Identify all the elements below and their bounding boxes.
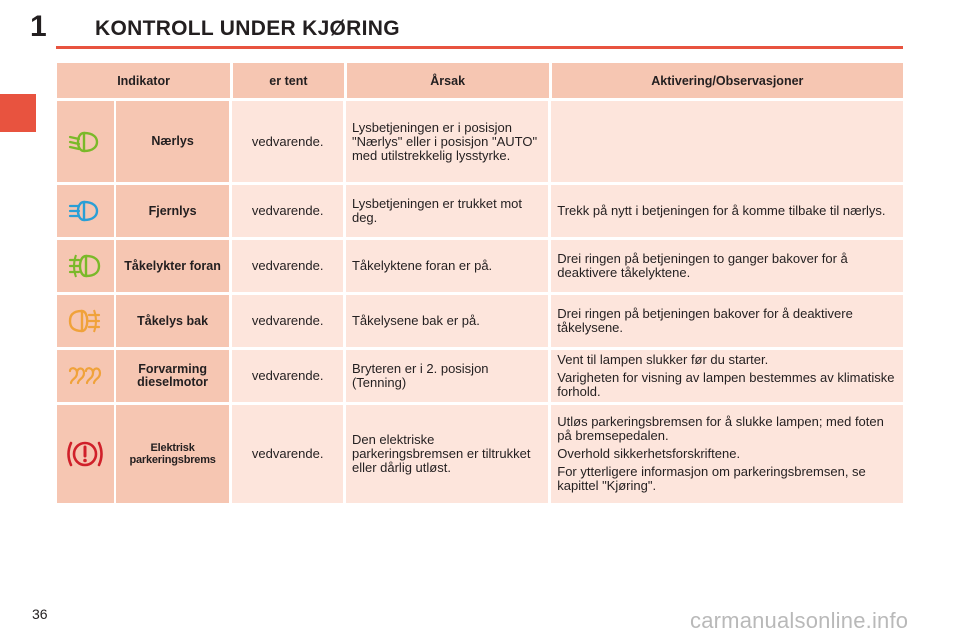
- indicator-name: Forvarming dieselmotor: [116, 350, 230, 402]
- cause-text: Lysbetjeningen er i posisjon "Nærlys" eller i posisjon "AUTO" med utilstrekkelig lysstyrke.: [346, 101, 548, 182]
- low-beam-icon: [57, 101, 114, 182]
- status-text: vedvarende.: [232, 101, 343, 182]
- table-row: [57, 101, 903, 182]
- action-text: Trekk på nytt i betjeningen for å komme tilbake til nærlys.: [557, 203, 886, 218]
- action-text: Utløs parkeringsbremsen for å slukke lampen; med foten på bremsepedalen.: [557, 414, 884, 443]
- cause-text: Den elektriske parkeringsbremsen er tiltrukket eller dårlig utløst.: [346, 405, 548, 503]
- chapter-side-tab: [0, 94, 36, 132]
- column-header-indikator: Indikator: [57, 63, 230, 98]
- rear-fog-icon: [57, 295, 114, 347]
- action-text: Overhold sikkerhetsforskriftene.: [557, 446, 741, 461]
- table-row: [57, 295, 903, 347]
- actions-cell: [551, 295, 903, 347]
- indicator-name: Nærlys: [116, 101, 230, 182]
- table-row: [57, 185, 903, 237]
- action-text: Drei ringen på betjeningen bakover for å deaktivere tåkelysene.: [557, 306, 853, 335]
- high-beam-icon: [57, 185, 114, 237]
- glow-plug-icon: [57, 350, 114, 402]
- table-row: [57, 350, 903, 402]
- indicator-name: Elektrisk parkeringsbrems: [116, 405, 230, 503]
- cause-text: Tåkelysene bak er på.: [346, 295, 548, 347]
- status-text: vedvarende.: [232, 240, 343, 292]
- watermark: carmanualsonline.info: [690, 608, 909, 633]
- status-text: vedvarende.: [232, 185, 343, 237]
- action-text: Varigheten for visning av lampen bestemmes av klimatiske forhold.: [557, 370, 895, 399]
- action-text: Drei ringen på betjeningen to ganger bakover for å deaktivere tåkelyktene.: [557, 251, 848, 280]
- action-text: For ytterligere informasjon om parkeringsbremsen, se kapittel "Kjøring".: [557, 464, 866, 493]
- actions-cell: [551, 185, 903, 237]
- indicator-name: Fjernlys: [116, 185, 230, 237]
- indicator-name: Tåkelykter foran: [116, 240, 230, 292]
- indicator-name: Tåkelys bak: [116, 295, 230, 347]
- status-text: vedvarende.: [232, 405, 343, 503]
- column-header-aktivering: Aktivering/Observasjoner: [552, 63, 903, 98]
- title-rule: [56, 46, 903, 49]
- status-text: vedvarende.: [232, 295, 343, 347]
- table-row: [57, 240, 903, 292]
- actions-cell: [551, 350, 903, 402]
- parking-brake-icon: [57, 405, 114, 503]
- status-text: vedvarende.: [232, 350, 343, 402]
- page-number: 36: [32, 606, 48, 622]
- actions-cell: [551, 101, 903, 182]
- actions-cell: [551, 405, 903, 503]
- table-row: [57, 405, 903, 503]
- cause-text: Bryteren er i 2. posisjon (Tenning): [346, 350, 548, 402]
- column-header-er-tent: er tent: [233, 63, 343, 98]
- cause-text: Lysbetjeningen er trukket mot deg.: [346, 185, 548, 237]
- chapter-number: 1: [30, 10, 47, 43]
- cause-text: Tåkelyktene foran er på.: [346, 240, 548, 292]
- action-text: Vent til lampen slukker før du starter.: [557, 352, 769, 367]
- table-header: [57, 63, 903, 98]
- page-title: KONTROLL UNDER KJØRING: [95, 17, 400, 40]
- column-header-arsak: Årsak: [347, 63, 549, 98]
- indicator-table: [57, 63, 903, 506]
- actions-cell: [551, 240, 903, 292]
- front-fog-icon: [57, 240, 114, 292]
